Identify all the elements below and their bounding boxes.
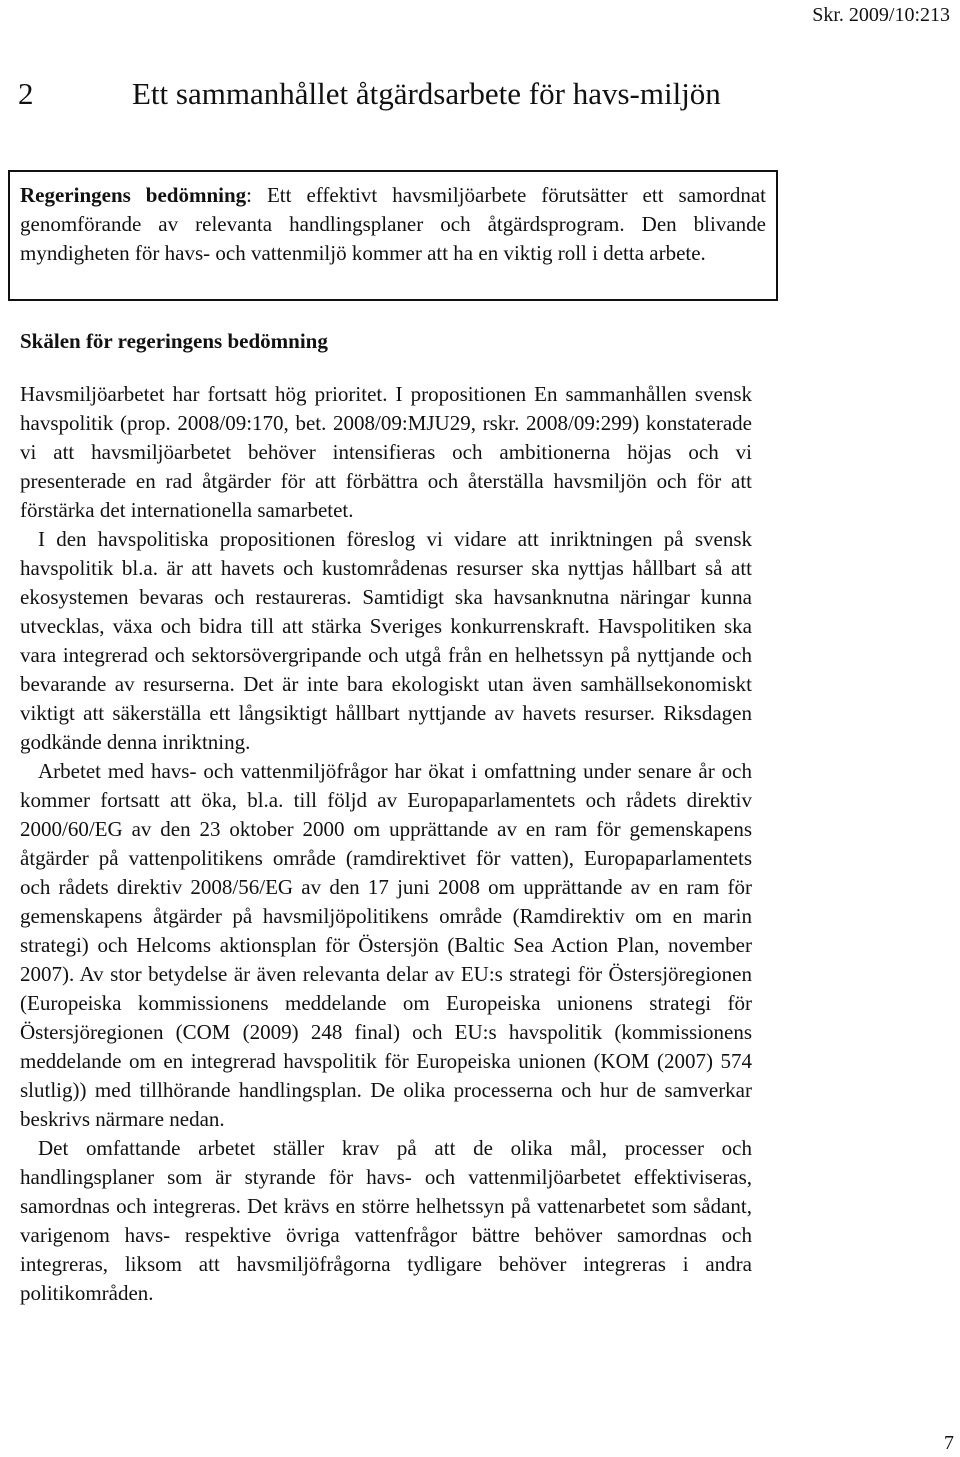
- paragraph: I den havspolitiska propositionen föreslog vi vidare att inriktningen på svensk havspolitik bl.a. är att havets och kustområdenas resurser ska nyttjas hållbart så att ekosystemen bevaras och restaureras. Samtidigt ska havsanknutna näringar kunna utvecklas, växa och bidra till att stärka Sveriges konkurrenskraft. Havspolitiken ska vara integrerad och sektorsövergripande och utgå från en helhetssyn på nyttjande och bevarande av resurserna. Det är inte bara ekologiskt utan även samhällsekonomiskt viktigt att säkerställa ett långsiktigt hållbart nyttjande av havets resurser. Riksdagen godkände denna inriktning.: [20, 527, 752, 754]
- body-text: [20, 380, 752, 1308]
- section-heading: [18, 75, 770, 113]
- assessment-label: Regeringens bedömning: [20, 183, 247, 207]
- paragraph: Det omfattande arbetet ställer krav på att de olika mål, processer och handlingsplaner som är styrande för havs- och vattenmiljöarbetet effektiviseras, samordnas och integreras. Det krävs en större helhetssyn på vattenarbetet som sådant, varigenom havs- respektive övriga vattenfrågor bättre behöver samordnas och integreras, liksom att havsmiljöfrågorna tydligare behöver integreras i andra politikområden.: [20, 1136, 752, 1305]
- document-reference: Skr. 2009/10:213: [812, 4, 950, 26]
- reasons-heading: Skälen för regeringens bedömning: [20, 329, 328, 353]
- paragraph: Arbetet med havs- och vattenmiljöfrågor har ökat i omfattning under senare år och kommer fortsatt att öka, bl.a. till följd av Europaparlamentets och rådets direktiv 2000/60/EG av den 23 oktober 2000 om upprättande av en ram för gemenskapens åtgärder på vattenpolitikens område (ramdirektivet för vatten), Europaparlamentets och rådets direktiv 2008/56/EG av den 17 juni 2008 om upprättande av en ram för gemenskapens åtgärder på havsmiljöpolitikens område (Ramdirektiv om en marin strategi) och Helcoms aktionsplan för Östersjön (Baltic Sea Action Plan, november 2007). Av stor betydelse är även relevanta delar av EU:s strategi för Östersjöregionen (Europeiska kommissionens meddelande om Europeiska unionens strategi för Östersjöregionen (COM (2009) 248 final) och EU:s havspolitik (kommissionens meddelande om en integrerad havspolitik för Europeiska unionen (KOM (2007) 574 slutlig)) med tillhörande handlingsplan. De olika processerna och hur de samverkar beskrivs närmare nedan.: [20, 759, 752, 1131]
- section-number: 2: [18, 76, 34, 111]
- paragraph: Havsmiljöarbetet har fortsatt hög prioritet. I propositionen En sammanhållen svensk havspolitik (prop. 2008/09:170, bet. 2008/09:MJU29, rskr. 2008/09:299) konstaterade vi att havsmiljöarbetet behöver intensifieras och ambitionerna höjas och vi presenterade en rad åtgärder för att förbättra och återställa havsmiljön och för att förstärka det internationella samarbetet.: [20, 382, 752, 522]
- page-number: 7: [944, 1432, 954, 1454]
- section-title: Ett sammanhållet åtgärdsarbete för havs-miljön: [132, 76, 721, 111]
- assessment-box: [8, 170, 778, 301]
- assessment-text: : Ett effektivt havsmiljöarbete förutsätter ett samordnat genomförande av relevanta handlingsplaner och åtgärdsprogram. Den blivande myndigheten för havs- och vattenmiljö kommer att ha en viktig roll i detta arbete.: [20, 183, 767, 265]
